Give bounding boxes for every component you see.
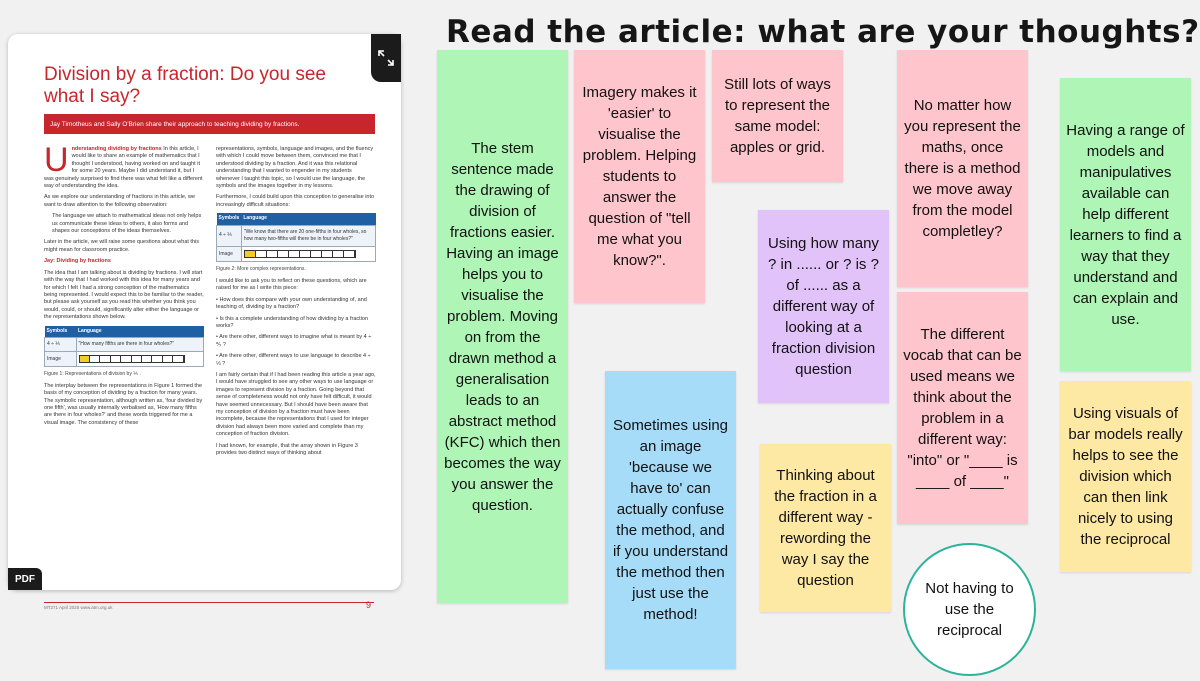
paragraph: As we explore our understanding of fractions in this article, we want to draw attention to the following observation: (44, 194, 196, 208)
page-number: 9 (366, 600, 372, 610)
paragraph: Furthermore, I could build upon this conception to generalise into increasingly difficult situations: (216, 194, 375, 208)
bar-model-image (79, 355, 185, 363)
sticky-note-thinking-fraction[interactable] (760, 444, 891, 612)
table-cell: "How many fifths are there in four wholes?" (76, 337, 204, 351)
paragraph: I had known, for example, that the array shown in Figure 3 provides two distinct ways of thinking about (216, 442, 358, 456)
table-header: Symbols (45, 326, 77, 338)
paragraph: The idea that I am talking about is dividing by fractions. I will start with the way that I had worked with this idea for many years and for which I felt I had a strong conception of the mathematics being represented. I would expect this to be familiar to the reader, but please ask yourself as you read this whether you think you would, could, or should, significantly alter either the language or the representations shown below. (44, 269, 204, 321)
question-item: • Are there other, different ways to use language to describe 4 ÷ ⅓ ? (216, 353, 371, 367)
table-header: Language (76, 326, 204, 338)
paragraph: The interplay between the representations in Figure 1 formed the basis of my conception of dividing by a fraction for many years. The symbolic representation, although written as, 'four divided by one fifth', was usually internally verbalised as, 'How many fifths are there in four wholes?' and these words triggered for me a visual image. The consistency of these (44, 382, 203, 426)
note-text: Imagery makes it 'easier' to visualise the problem. Helping students to answer the question of "tell me what you know?". (582, 84, 697, 269)
figure-caption: Figure 2: More complex representations. (216, 266, 306, 273)
sticky-note-sometimes-image[interactable] (605, 371, 736, 669)
note-text: Using how many ? in ...... or ? is ? of ...... as a different way of looking at a fraction division question (768, 235, 879, 378)
article-title: Division by a fraction: Do you see what I say? (44, 64, 326, 107)
paragraph: Later in the article, we will raise some questions about what this might mean for classroom practice. (44, 239, 199, 253)
paragraph: representations, symbols, language and images, and the fluency with which I could move between them, convinced me that I understood dividing by a fraction. And it was this relational understanding that I wanted to engender in my students whenever I taught this topic, so I would use the language, the symbols and the images together in my lessons. (216, 146, 374, 190)
paragraph: I would like to ask you to reflect on these questions, which are raised for me as I write this piece: (216, 277, 367, 292)
note-text: No matter how you represent the maths, once there is a method we move away from the model completley? (904, 97, 1021, 240)
table-header: Symbols (217, 213, 242, 225)
bar-model-image (244, 250, 356, 258)
figure-2-table (216, 213, 376, 262)
note-text: Using visuals of bar models really helps to see the division which can then link nicely to using the reciprocal (1068, 405, 1183, 548)
pdf-preview[interactable] (8, 34, 401, 610)
table-cell: 4 ÷ ⅖ (217, 225, 242, 247)
table-cell: "We know that there are 20 one-fifths in four wholes, so how many two-fifths will there be in four wholes?" (241, 225, 375, 247)
note-text: Thinking about the fraction in a different way - rewording the way I say the question (774, 467, 877, 589)
sticky-note-stem-sentence[interactable] (437, 50, 568, 603)
expand-icon (378, 50, 394, 66)
note-text: Not having to use the reciprocal (925, 580, 1014, 639)
note-text: The different vocab that can be used means we think about the problem in a different way: "into" or "____ is ____ of ____" (903, 326, 1022, 490)
table-cell: Image (45, 352, 77, 367)
table-cell: Image (217, 247, 242, 262)
article-left-column (44, 141, 204, 431)
article-right-column (216, 146, 376, 461)
sticky-note-bar-models[interactable] (1060, 381, 1191, 572)
board-title: Read the article: what are your thoughts? (446, 14, 1200, 50)
sticky-note-range-models[interactable] (1060, 78, 1191, 371)
section-heading: nderstanding dividing by fractions (71, 146, 162, 152)
note-text: The stem sentence made the drawing of division of fractions easier. Having an image helps you to visualise the problem. Moving on from the drawn method a generalisation leads to an abstract method (KFC) which then becomes the way you answer the question. (444, 139, 561, 514)
note-text: Having a range of models and manipulatives available can help different learners to find a way that they understand and can explain and use. (1066, 121, 1185, 328)
article-footer: MT271 April 2020 www.atm.org.uk (44, 602, 374, 610)
pdf-badge: PDF (8, 568, 42, 590)
question-item: • Is this a complete understanding of how dividing by a fraction works? (216, 315, 369, 329)
quote: The language we attach to mathematical ideas not only helps us communicate these ideas to others, it also forms and shapes our conceptions of the ideas themselves. (52, 213, 202, 235)
paragraph: In this article, I would like to share an example of mathematics that I thought I understood, having worked on and taught it for some 20 years. Maybe I did understand it, but I was genuinely surprised to find there was what felt like a different way of understanding the idea. (44, 146, 203, 190)
note-text: Sometimes using an image 'because we have to' can actually confuse the method, and if you understand the method then just use the method! (612, 417, 729, 623)
section-heading: Jay: Dividing by fractions (44, 258, 111, 265)
question-item: • Are there other, different ways to imagine what is meant by 4 ÷ ⅖ ? (216, 334, 372, 348)
drop-cap: U (44, 141, 69, 179)
sticky-note-imagery[interactable] (574, 50, 705, 303)
sticky-note-using-how-many[interactable] (758, 210, 889, 403)
table-cell: 4 ÷ ⅕ (45, 337, 77, 351)
circle-note-reciprocal[interactable] (903, 543, 1036, 676)
sticky-note-still-lots[interactable] (712, 50, 843, 182)
sticky-note-different-vocab[interactable] (897, 292, 1028, 524)
figure-1-table (44, 326, 204, 368)
figure-caption: Figure 1: Representations of division by ⅕ . (44, 371, 141, 378)
table-header: Language (241, 213, 375, 225)
note-text: Still lots of ways to represent the same model: apples or grid. (724, 76, 831, 156)
question-item: • How does this compare with your own understanding of, and teaching of, dividing by a fraction? (216, 296, 367, 311)
expand-button[interactable] (371, 34, 401, 82)
paragraph: I am fairly certain that if I had been reading this article a year ago, I would have struggled to see any other ways to use language or images to represent division by a fraction. Going beyond that sense of completeness would not only have felt difficult, it would have seemed unnecessary. But I should have been aware that my conception of division by a fraction must have been incomplete, because the representations that I used for integer division had always been more varied and complete than my conception of fraction division. (216, 371, 376, 438)
sticky-note-no-matter[interactable] (897, 50, 1028, 287)
article-byline: Jay Timotheus and Sally O'Brien share their approach to teaching dividing by fractions. (44, 114, 375, 134)
